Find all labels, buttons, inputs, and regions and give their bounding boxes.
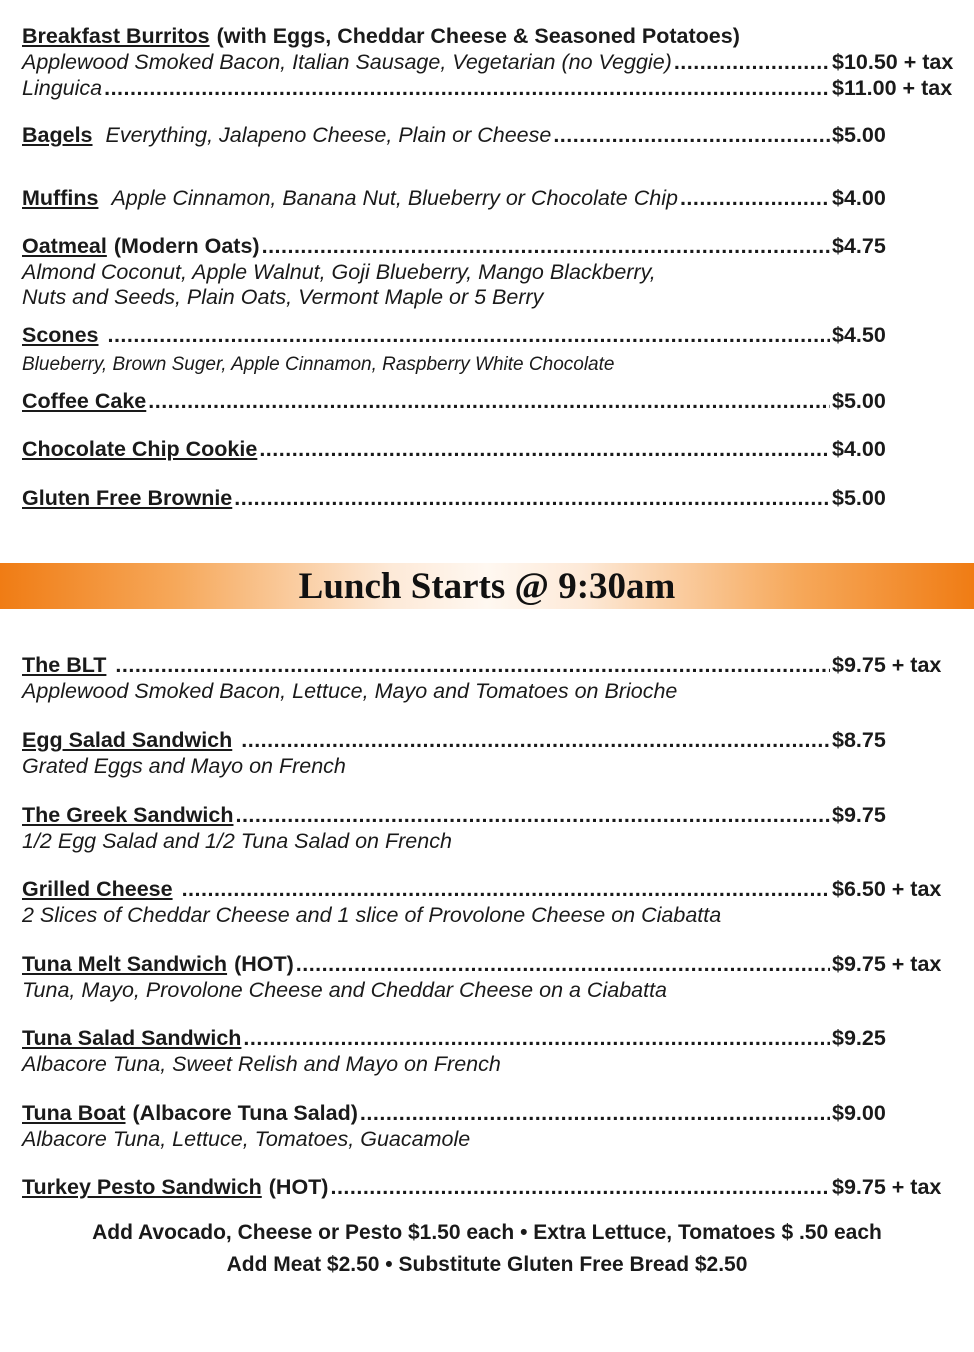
item-suffix: (with Eggs, Cheddar Cheese & Seasoned Potatoes) bbox=[216, 24, 740, 48]
item-name: Chocolate Chip Cookie bbox=[22, 437, 258, 461]
dot-leader bbox=[680, 186, 830, 211]
menu-item-chocolate-chip-cookie bbox=[22, 437, 954, 463]
dot-leader bbox=[148, 389, 830, 414]
item-price: $5.00 bbox=[832, 389, 886, 413]
menu-item-turkey-pesto-sandwich bbox=[22, 1175, 954, 1201]
item-description: Blueberry, Brown Suger, Apple Cinnamon, Raspberry White Chocolate bbox=[22, 354, 615, 375]
item-suffix: (HOT) bbox=[268, 1175, 329, 1199]
menu-item-scones bbox=[22, 323, 954, 377]
dot-leader bbox=[234, 486, 830, 511]
item-price: $8.75 bbox=[832, 728, 886, 752]
dot-leader bbox=[360, 1101, 830, 1126]
item-price: $5.00 bbox=[832, 486, 886, 510]
item-description: Almond Coconut, Apple Walnut, Goji Blueberry, Mango Blackberry, bbox=[22, 260, 656, 284]
item-name: Turkey Pesto Sandwich bbox=[22, 1175, 262, 1199]
item-description: Everything, Jalapeno Cheese, Plain or Cheese bbox=[105, 123, 552, 147]
menu-item-oatmeal bbox=[22, 234, 954, 310]
menu-item-greek-sandwich bbox=[22, 803, 954, 854]
item-suffix: (HOT) bbox=[234, 952, 294, 976]
item-name: Gluten Free Brownie bbox=[22, 486, 233, 510]
item-name: Grilled Cheese bbox=[22, 877, 173, 901]
menu-item-egg-salad-sandwich bbox=[22, 728, 954, 779]
dot-leader bbox=[115, 653, 830, 678]
item-description: Tuna, Mayo, Provolone Cheese and Cheddar Cheese on a Ciabatta bbox=[22, 978, 668, 1002]
item-price: $9.00 bbox=[832, 1101, 886, 1125]
dot-leader bbox=[107, 323, 830, 348]
dot-leader bbox=[243, 1026, 830, 1051]
menu-item-coffee-cake bbox=[22, 389, 954, 415]
item-description: Albacore Tuna, Lettuce, Tomatoes, Guacamole bbox=[22, 1127, 471, 1151]
item-description: Nuts and Seeds, Plain Oats, Vermont Maple or 5 Berry bbox=[22, 285, 544, 309]
menu-item-tuna-boat bbox=[22, 1101, 954, 1152]
menu-item-tuna-melt-sandwich bbox=[22, 952, 954, 1003]
addons-line-2: Add Meat $2.50 • Substitute Gluten Free Bread $2.50 bbox=[226, 1253, 748, 1276]
item-price: $9.75 + tax bbox=[832, 653, 942, 677]
dot-leader bbox=[235, 803, 830, 828]
item-price: $11.00 + tax bbox=[832, 76, 953, 100]
dot-leader bbox=[330, 1175, 830, 1200]
dot-leader bbox=[553, 123, 830, 148]
item-price: $9.75 bbox=[832, 803, 886, 827]
item-name: The BLT bbox=[22, 653, 107, 677]
item-price: $4.75 bbox=[832, 234, 886, 258]
item-description: Grated Eggs and Mayo on French bbox=[22, 754, 346, 778]
item-name: Tuna Melt Sandwich bbox=[22, 952, 228, 976]
menu-item-muffins bbox=[22, 186, 954, 212]
item-name: Muffins bbox=[22, 186, 99, 210]
lunch-banner-title: Lunch Starts @ 9:30am bbox=[298, 565, 676, 607]
item-name: Breakfast Burritos bbox=[22, 24, 210, 48]
item-name: Bagels bbox=[22, 123, 93, 147]
item-option: Applewood Smoked Bacon, Italian Sausage, Vegetarian (no Veggie) bbox=[22, 50, 672, 74]
item-description: 1/2 Egg Salad and 1/2 Tuna Salad on French bbox=[22, 829, 452, 853]
item-price: $9.25 bbox=[832, 1026, 886, 1050]
item-name: Oatmeal bbox=[22, 234, 107, 258]
item-price: $10.50 + tax bbox=[832, 50, 954, 74]
dot-leader bbox=[262, 234, 830, 259]
menu-item-bagels bbox=[22, 123, 954, 149]
addons-line-1: Add Avocado, Cheese or Pesto $1.50 each • Extra Lettuce, Tomatoes $ .50 each bbox=[92, 1221, 882, 1244]
dot-leader bbox=[674, 50, 830, 75]
dot-leader bbox=[182, 877, 830, 902]
dot-leader bbox=[241, 728, 830, 753]
item-name: Tuna Salad Sandwich bbox=[22, 1026, 242, 1050]
item-price: $6.50 + tax bbox=[832, 877, 942, 901]
item-description: Albacore Tuna, Sweet Relish and Mayo on French bbox=[22, 1052, 501, 1076]
item-price: $4.00 bbox=[832, 186, 886, 210]
item-description: Applewood Smoked Bacon, Lettuce, Mayo and Tomatoes on Brioche bbox=[22, 679, 678, 703]
item-name: Coffee Cake bbox=[22, 389, 147, 413]
item-suffix: (Modern Oats) bbox=[113, 234, 260, 258]
dot-leader bbox=[296, 952, 830, 977]
item-description: Apple Cinnamon, Banana Nut, Blueberry or Chocolate Chip bbox=[111, 186, 678, 210]
item-name: Egg Salad Sandwich bbox=[22, 728, 233, 752]
item-price: $4.50 bbox=[832, 323, 886, 347]
lunch-banner bbox=[0, 563, 974, 609]
item-suffix: (Albacore Tuna Salad) bbox=[132, 1101, 358, 1125]
item-price: $9.75 + tax bbox=[832, 1175, 942, 1199]
item-name: Tuna Boat bbox=[22, 1101, 126, 1125]
menu-item-gluten-free-brownie bbox=[22, 486, 954, 512]
menu-item-breakfast-burritos bbox=[22, 24, 954, 102]
item-name: Scones bbox=[22, 323, 99, 347]
menu-item-grilled-cheese bbox=[22, 877, 954, 928]
item-option: Linguica bbox=[22, 76, 103, 100]
menu-item-blt bbox=[22, 653, 954, 704]
item-name: The Greek Sandwich bbox=[22, 803, 234, 827]
item-price: $9.75 + tax bbox=[832, 952, 942, 976]
item-description: 2 Slices of Cheddar Cheese and 1 slice of Provolone Cheese on Ciabatta bbox=[22, 903, 722, 927]
item-price: $5.00 bbox=[832, 123, 886, 147]
dot-leader bbox=[104, 76, 830, 101]
dot-leader bbox=[259, 437, 830, 462]
item-price: $4.00 bbox=[832, 437, 886, 461]
menu-item-tuna-salad-sandwich bbox=[22, 1026, 954, 1077]
